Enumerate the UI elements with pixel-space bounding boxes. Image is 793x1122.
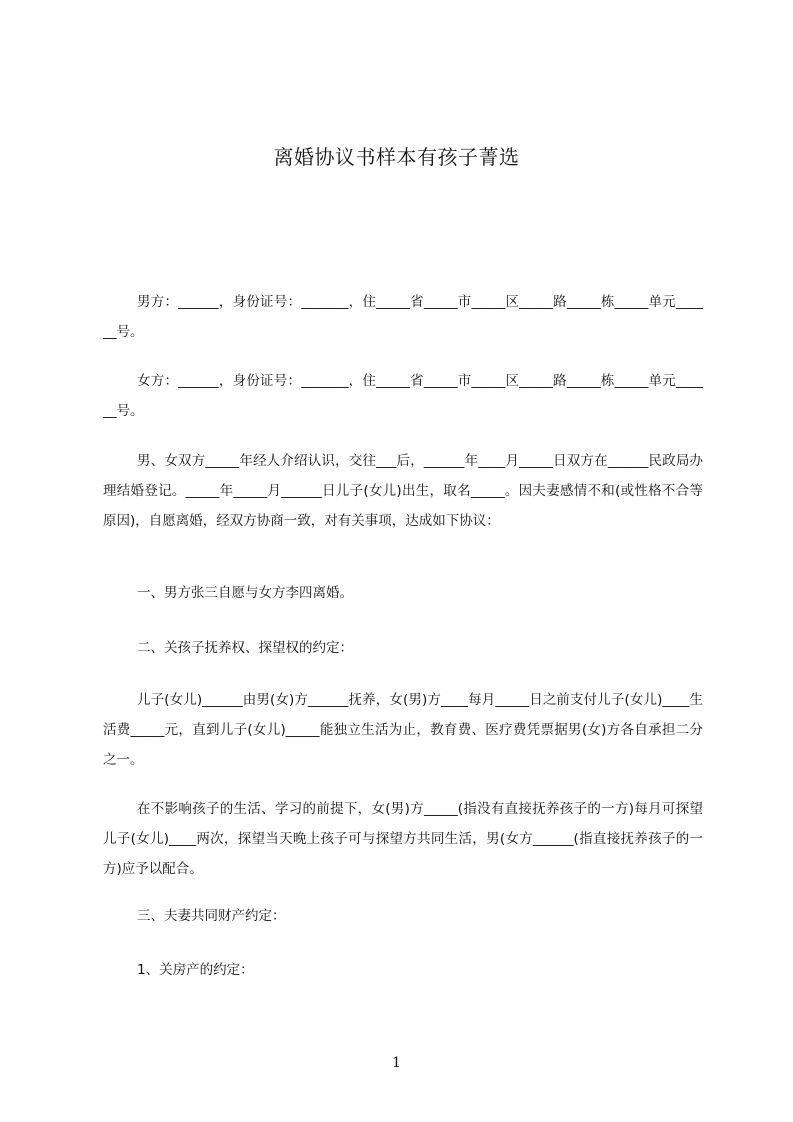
clause-3-property-heading: 三、夫妻共同财产约定：: [137, 908, 286, 924]
clause-2-custody-heading: 二、关孩子抚养权、探望权的约定：: [137, 640, 353, 656]
paragraph-female-party: 女方：______，身份证号：_______，住_____省_____市_____区_____路_____栋_____单元______号。: [103, 373, 703, 419]
paragraph-marriage-background: 男、女双方_____年经人介绍认识，交往___后，______年____月_____日双方在______民政局办理结婚登记。_____年_____月______日儿子(女儿)出生，取名_____。因夫妻感情不和(或性格不合等原因)，自愿离婚，经双方协商一致，对有关事项，达成如下协议：: [103, 453, 703, 529]
paragraph-child-support: 儿子(女儿)______由男(女)方______抚养，女(男)方____每月_____日之前支付儿子(女儿)____生活费_____元，直到儿子(女儿)_____能独立生活为止，教育费、医疗费凭票据男(女)方各自承担二分之一。: [103, 692, 703, 768]
paragraph-visitation: 在不影响孩子的生活、学习的前提下，女(男)方_____(指没有直接抚养孩子的一方)每月可探望儿子(女儿)____两次，探望当天晚上孩子可与探望方共同生活，男(女方______(指直接抚养孩子的一方)应予以配合。: [103, 801, 703, 877]
clause-1-divorce: 一、男方张三自愿与女方李四离婚。: [137, 585, 353, 601]
paragraph-male-party: 男方：______，身份证号：_______，住_____省_____市_____区_____路_____栋_____单元______号。: [103, 294, 703, 340]
page-number: 1: [392, 1055, 401, 1071]
document-title: 离婚协议书样本有孩子菁选: [273, 145, 520, 169]
subclause-1-housing: 1、关房产的约定：: [137, 962, 254, 978]
